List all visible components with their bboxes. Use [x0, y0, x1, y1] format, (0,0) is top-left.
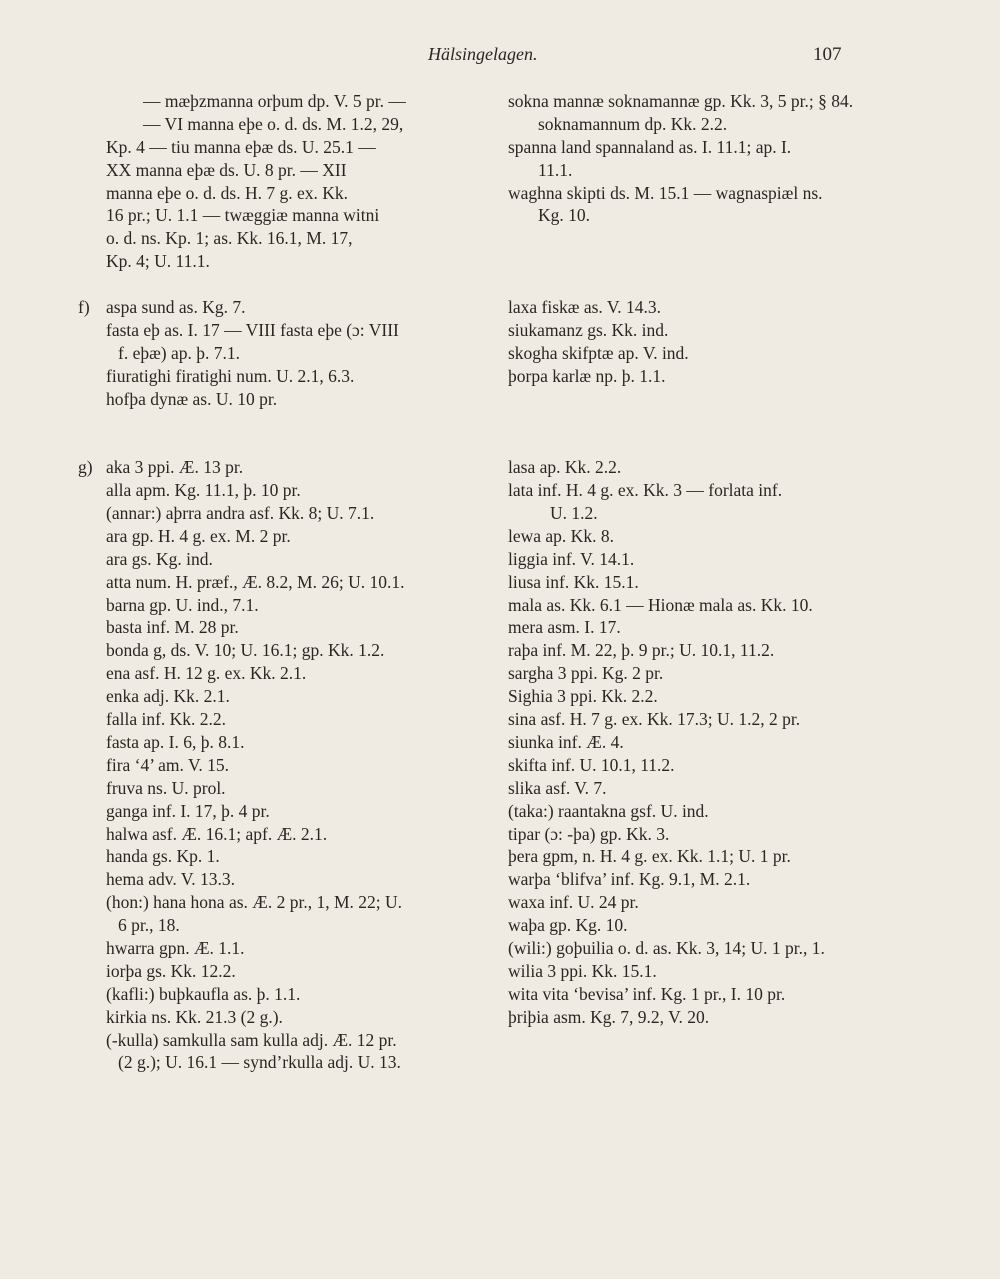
glossary-line	[508, 639, 908, 662]
spacer	[508, 410, 908, 433]
glossary-line	[508, 113, 908, 136]
entry-text: (annar:) aþrra andra asf. Kk. 8; U. 7.1.	[106, 503, 375, 524]
entry-text: waxa inf. U. 24 pr.	[508, 892, 639, 913]
glossary-line	[78, 365, 498, 388]
entry-text: 11.1.	[538, 159, 573, 180]
entry-text: slika asf. V. 7.	[508, 777, 607, 798]
entry-text: ena asf. H. 12 g. ex. Kk. 2.1.	[106, 663, 307, 684]
glossary-line	[78, 182, 498, 205]
section-marker: g)	[78, 457, 93, 478]
glossary-line	[78, 227, 498, 250]
glossary-line	[508, 891, 908, 914]
entry-text: lata inf. H. 4 g. ex. Kk. 3 — forlata inf.	[508, 480, 783, 501]
entry-text: skifta inf. U. 10.1, 11.2.	[508, 754, 675, 775]
entry-text: — VI manna eþe o. d. ds. M. 1.2, 29,	[143, 113, 404, 134]
entry-text: fruva ns. U. prol.	[106, 777, 226, 798]
glossary-line	[508, 960, 908, 983]
glossary-line	[508, 456, 908, 479]
glossary-line	[78, 800, 498, 823]
glossary-line	[508, 845, 908, 868]
glossary-line	[78, 296, 498, 319]
entry-text: wita vita ‘bevisa’ inf. Kg. 1 pr., I. 10 pr.	[508, 983, 786, 1004]
glossary-line	[508, 90, 908, 113]
glossary-line	[78, 456, 498, 479]
glossary-line	[78, 548, 498, 571]
entry-text: XX manna eþæ ds. U. 8 pr. — XII	[106, 159, 347, 180]
glossary-line	[508, 502, 908, 525]
entry-text: siunka inf. Æ. 4.	[508, 731, 624, 752]
entry-text: sargha 3 ppi. Kg. 2 pr.	[508, 663, 664, 684]
glossary-line	[508, 548, 908, 571]
entry-text: ara gs. Kg. ind.	[106, 548, 213, 569]
glossary-line	[78, 731, 498, 754]
entry-text: — mæþzmanna orþum dp. V. 5 pr. —	[143, 91, 406, 111]
glossary-line	[78, 479, 498, 502]
glossary-line	[78, 90, 498, 113]
glossary-line	[78, 983, 498, 1006]
entry-text: handa gs. Kp. 1.	[106, 846, 220, 867]
entry-text: f. eþæ) ap. þ. 7.1.	[118, 342, 240, 363]
glossary-line	[508, 777, 908, 800]
glossary-line	[78, 662, 498, 685]
glossary-line	[508, 800, 908, 823]
section-marker: f)	[78, 297, 90, 318]
entry-text: Kg. 10.	[538, 205, 591, 226]
glossary-line	[78, 708, 498, 731]
entry-text: ganga inf. I. 17, þ. 4 pr.	[106, 800, 270, 821]
glossary-line	[508, 937, 908, 960]
entry-text: mala as. Kk. 6.1 — Hionæ mala as. Kk. 10.	[508, 594, 813, 615]
glossary-line	[508, 708, 908, 731]
entry-text: sina asf. H. 7 g. ex. Kk. 17.3; U. 1.2, 2 pr.	[508, 709, 801, 730]
glossary-line	[78, 136, 498, 159]
entry-text: (taka:) raantakna gsf. U. ind.	[508, 800, 709, 821]
right-column	[508, 90, 908, 1029]
entry-text: (kafli:) buþkaufla as. þ. 1.1.	[106, 983, 301, 1004]
glossary-line	[78, 502, 498, 525]
entry-text: þorpa karlæ np. þ. 1.1.	[508, 365, 666, 386]
spacer	[78, 433, 498, 456]
spacer	[508, 227, 908, 250]
glossary-line	[78, 571, 498, 594]
entry-text: halwa asf. Æ. 16.1; apf. Æ. 2.1.	[106, 823, 328, 844]
entry-text: fiuratighi firatighi num. U. 2.1, 6.3.	[106, 365, 355, 386]
entry-text: waghna skipti ds. M. 15.1 — wagnaspiæl ns.	[508, 182, 823, 203]
entry-text: hofþa dynæ as. U. 10 pr.	[106, 388, 278, 409]
entry-text: bonda g, ds. V. 10; U. 16.1; gp. Kk. 1.2.	[106, 640, 385, 661]
entry-text: kirkia ns. Kk. 21.3 (2 g.).	[106, 1006, 283, 1027]
glossary-line	[508, 159, 908, 182]
glossary-line	[508, 296, 908, 319]
glossary-line	[508, 571, 908, 594]
entry-text: lasa ap. Kk. 2.2.	[508, 457, 622, 478]
glossary-line	[508, 365, 908, 388]
entry-text: enka adj. Kk. 2.1.	[106, 686, 230, 707]
glossary-line	[508, 616, 908, 639]
glossary-line	[508, 594, 908, 617]
entry-text: spanna land spannaland as. I. 11.1; ap. I.	[508, 136, 792, 157]
page-header	[0, 44, 1000, 68]
spacer	[508, 273, 908, 296]
spacer	[508, 250, 908, 273]
entry-text: tipar (ɔ: -þa) gp. Kk. 3.	[508, 823, 670, 844]
page-number: 107	[813, 44, 842, 65]
glossary-line	[508, 868, 908, 891]
glossary-line	[78, 777, 498, 800]
glossary-line	[508, 983, 908, 1006]
entry-text: mera asm. I. 17.	[508, 617, 621, 638]
glossary-line	[78, 639, 498, 662]
glossary-line	[78, 204, 498, 227]
entry-text: waþa gp. Kg. 10.	[508, 915, 628, 936]
glossary-line	[78, 113, 498, 136]
glossary-line	[78, 250, 498, 273]
spacer	[78, 273, 498, 296]
glossary-line	[78, 845, 498, 868]
entry-text: alla apm. Kg. 11.1, þ. 10 pr.	[106, 480, 301, 501]
entry-text: hema adv. V. 13.3.	[106, 869, 235, 890]
glossary-line	[508, 136, 908, 159]
glossary-line	[508, 1006, 908, 1029]
entry-text: wilia 3 ppi. Kk. 15.1.	[508, 960, 657, 981]
glossary-line	[508, 525, 908, 548]
entry-text: basta inf. M. 28 pr.	[106, 617, 239, 638]
entry-text: fira ‘4’ am. V. 15.	[106, 754, 229, 775]
spacer	[508, 433, 908, 456]
entry-text: laxa fiskæ as. V. 14.3.	[508, 297, 661, 318]
entry-text: þera gpm, n. H. 4 g. ex. Kk. 1.1; U. 1 pr.	[508, 846, 791, 867]
glossary-line	[78, 342, 498, 365]
entry-text: lewa ap. Kk. 8.	[508, 525, 614, 546]
entry-text: falla inf. Kk. 2.2.	[106, 709, 227, 730]
glossary-line	[78, 1029, 498, 1052]
glossary-line	[508, 914, 908, 937]
glossary-line	[78, 914, 498, 937]
entry-text: hwarra gpn. Æ. 1.1.	[106, 937, 245, 958]
glossary-line	[508, 204, 908, 227]
glossary-line	[78, 159, 498, 182]
glossary-line	[78, 1051, 498, 1074]
glossary-line	[78, 754, 498, 777]
entry-text: (-kulla) samkulla sam kulla adj. Æ. 12 pr.	[106, 1029, 397, 1050]
glossary-line	[508, 662, 908, 685]
entry-text: aspa sund as. Kg. 7.	[106, 297, 246, 318]
spacer	[78, 410, 498, 433]
entry-text: þriþia asm. Kg. 7, 9.2, V. 20.	[508, 1006, 710, 1027]
glossary-line	[508, 342, 908, 365]
entry-text: Kp. 4; U. 11.1.	[106, 251, 210, 272]
glossary-line	[508, 823, 908, 846]
glossary-line	[78, 319, 498, 342]
glossary-line	[508, 754, 908, 777]
glossary-line	[78, 525, 498, 548]
entry-text: liggia inf. V. 14.1.	[508, 548, 635, 569]
entry-text: sokna mannæ soknamannæ gp. Kk. 3, 5 pr.; § 84.	[508, 91, 854, 111]
entry-text: atta num. H. præf., Æ. 8.2, M. 26; U. 10.1.	[106, 571, 405, 592]
entry-text: (2 g.); U. 16.1 — synd’rkulla adj. U. 13.	[118, 1052, 401, 1073]
entry-text: fasta ap. I. 6, þ. 8.1.	[106, 731, 245, 752]
glossary-line	[78, 868, 498, 891]
glossary-line	[508, 319, 908, 342]
entry-text: 6 pr., 18.	[118, 915, 180, 936]
running-title: Hälsingelagen.	[428, 44, 538, 64]
glossary-line	[508, 479, 908, 502]
entry-text: soknamannum dp. Kk. 2.2.	[538, 113, 728, 134]
entry-text: fasta eþ as. I. 17 — VIII fasta eþe (ɔ: VIII	[106, 319, 399, 340]
entry-text: barna gp. U. ind., 7.1.	[106, 594, 259, 615]
entry-text: liusa inf. Kk. 15.1.	[508, 571, 639, 592]
entry-text: skogha skifptæ ap. V. ind.	[508, 342, 689, 363]
entry-text: raþa inf. M. 22, þ. 9 pr.; U. 10.1, 11.2.	[508, 640, 775, 661]
entry-text: aka 3 ppi. Æ. 13 pr.	[106, 457, 244, 478]
entry-text: iorþa gs. Kk. 12.2.	[106, 960, 236, 981]
left-column	[78, 90, 498, 1074]
entry-text: 16 pr.; U. 1.1 — twæggiæ manna witni	[106, 205, 380, 226]
glossary-line	[78, 594, 498, 617]
entry-text: manna eþe o. d. ds. H. 7 g. ex. Kk.	[106, 182, 349, 203]
entry-text: U. 1.2.	[550, 503, 598, 524]
glossary-line	[78, 891, 498, 914]
entry-text: Sighia 3 ppi. Kk. 2.2.	[508, 686, 658, 707]
glossary-line	[78, 685, 498, 708]
glossary-line	[78, 823, 498, 846]
entry-text: warþa ‘blifva’ inf. Kg. 9.1, M. 2.1.	[508, 869, 751, 890]
spacer	[508, 388, 908, 411]
glossary-line	[78, 616, 498, 639]
entry-text: (wili:) goþuilia o. d. as. Kk. 3, 14; U. 1 pr., 1.	[508, 937, 825, 958]
entry-text: Kp. 4 — tiu manna eþæ ds. U. 25.1 —	[106, 136, 376, 157]
glossary-line	[508, 182, 908, 205]
entry-text: ara gp. H. 4 g. ex. M. 2 pr.	[106, 525, 291, 546]
entry-text: siukamanz gs. Kk. ind.	[508, 319, 669, 340]
entry-text: (hon:) hana hona as. Æ. 2 pr., 1, M. 22; U.	[106, 892, 403, 913]
glossary-line	[78, 1006, 498, 1029]
glossary-line	[508, 685, 908, 708]
entry-text: o. d. ns. Kp. 1; as. Kk. 16.1, M. 17,	[106, 228, 353, 249]
glossary-line	[78, 960, 498, 983]
glossary-line	[78, 388, 498, 411]
glossary-line	[78, 937, 498, 960]
glossary-line	[508, 731, 908, 754]
